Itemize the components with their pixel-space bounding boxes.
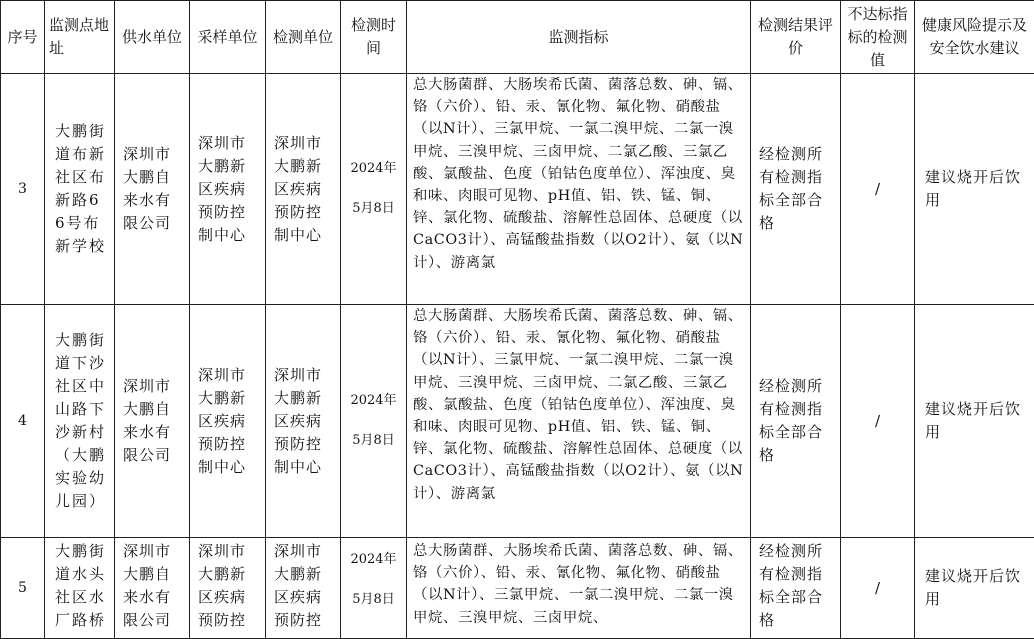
row-time	[341, 305, 407, 538]
row-time-year: 2024年	[345, 540, 402, 580]
row-supplier: 深圳市大鹏自来水有限公司	[115, 74, 190, 305]
row-time	[341, 538, 407, 639]
row-advice: 建议烧开后饮用	[915, 305, 1034, 538]
row-time-year: 2024年	[345, 381, 402, 421]
row-supplier: 深圳市大鹏自来水有限公司	[115, 305, 190, 538]
table-row	[1, 74, 1034, 305]
row-site: 大鹏街道布新社区布新路66号布新学校	[45, 74, 115, 305]
row-failed-values: /	[841, 305, 915, 538]
row-seq: 4	[1, 305, 45, 538]
row-seq: 3	[1, 74, 45, 305]
header-failed-values: 不达标指标的检测值	[841, 1, 915, 74]
header-time: 检测时间	[341, 1, 407, 74]
row-sampler: 深圳市大鹏新区疾病预防控	[190, 538, 266, 639]
row-advice: 建议烧开后饮用	[915, 74, 1034, 305]
header-seq: 序号	[1, 1, 45, 74]
header-result: 检测结果评价	[751, 1, 841, 74]
row-time-date: 5月8日	[345, 421, 402, 461]
row-time-date: 5月8日	[345, 580, 402, 620]
row-tester: 深圳市大鹏新区疾病预防控	[266, 538, 341, 639]
header-row	[1, 1, 1034, 74]
row-site: 大鹏街道下沙社区中山路下沙新村（大鹏实验幼儿园）	[45, 305, 115, 538]
header-advice: 健康风险提示及安全饮水建议	[915, 1, 1034, 74]
row-advice: 建议烧开后饮用	[915, 538, 1034, 639]
row-failed-values: /	[841, 538, 915, 639]
row-tester: 深圳市大鹏新区疾病预防控制中心	[266, 305, 341, 538]
table-row	[1, 305, 1034, 538]
row-time-date: 5月8日	[345, 189, 402, 229]
row-indicators: 总大肠菌群、大肠埃希氏菌、菌落总数、砷、镉、铬（六价）、铅、汞、氰化物、氟化物、硝酸盐（以N计）、三氯甲烷、一氯二溴甲烷、二氯一溴甲烷、三溴甲烷、三卤甲烷、二氯乙酸、三氯乙酸、氯酸盐、色度（铂钴色度单位）、浑浊度、臭和味、肉眼可见物、pH值、铝、铁、锰、铜、锌、氯化物、硫酸盐、溶解性总固体、总硬度（以CaCO3计）、高锰酸盐指数（以O2计）、氨（以N计）、游离氯	[407, 74, 751, 305]
row-sampler: 深圳市大鹏新区疾病预防控制中心	[190, 74, 266, 305]
row-seq: 5	[1, 538, 45, 639]
table-row	[1, 538, 1034, 639]
row-result: 经检测所有检测指标全部合格	[751, 538, 841, 639]
row-supplier: 深圳市大鹏自来水有限公司	[115, 538, 190, 639]
row-time	[341, 74, 407, 305]
header-supplier: 供水单位	[115, 1, 190, 74]
row-result: 经检测所有检测指标全部合格	[751, 305, 841, 538]
row-tester: 深圳市大鹏新区疾病预防控制中心	[266, 74, 341, 305]
header-indicators: 监测指标	[407, 1, 751, 74]
row-result: 经检测所有检测指标全部合格	[751, 74, 841, 305]
row-indicators: 总大肠菌群、大肠埃希氏菌、菌落总数、砷、镉、铬（六价）、铅、汞、氰化物、氟化物、硝酸盐（以N计）、三氯甲烷、一氯二溴甲烷、二氯一溴甲烷、三溴甲烷、三卤甲烷、	[407, 538, 751, 639]
row-failed-values: /	[841, 74, 915, 305]
row-time-year: 2024年	[345, 149, 402, 189]
row-indicators: 总大肠菌群、大肠埃希氏菌、菌落总数、砷、镉、铬（六价）、铅、汞、氰化物、氟化物、硝酸盐（以N计）、三氯甲烷、一氯二溴甲烷、二氯一溴甲烷、三溴甲烷、三卤甲烷、二氯乙酸、三氯乙酸、氯酸盐、色度（铂钴色度单位）、浑浊度、臭和味、肉眼可见物、pH值、铝、铁、锰、铜、锌、氯化物、硫酸盐、溶解性总固体、总硬度（以CaCO3计）、高锰酸盐指数（以O2计）、氨（以N计）、游离氯	[407, 305, 751, 538]
header-site: 监测点地址	[45, 1, 115, 74]
row-site: 大鹏街道水头社区水厂路桥	[45, 538, 115, 639]
row-sampler: 深圳市大鹏新区疾病预防控制中心	[190, 305, 266, 538]
header-tester: 检测单位	[266, 1, 341, 74]
header-sampler: 采样单位	[190, 1, 266, 74]
